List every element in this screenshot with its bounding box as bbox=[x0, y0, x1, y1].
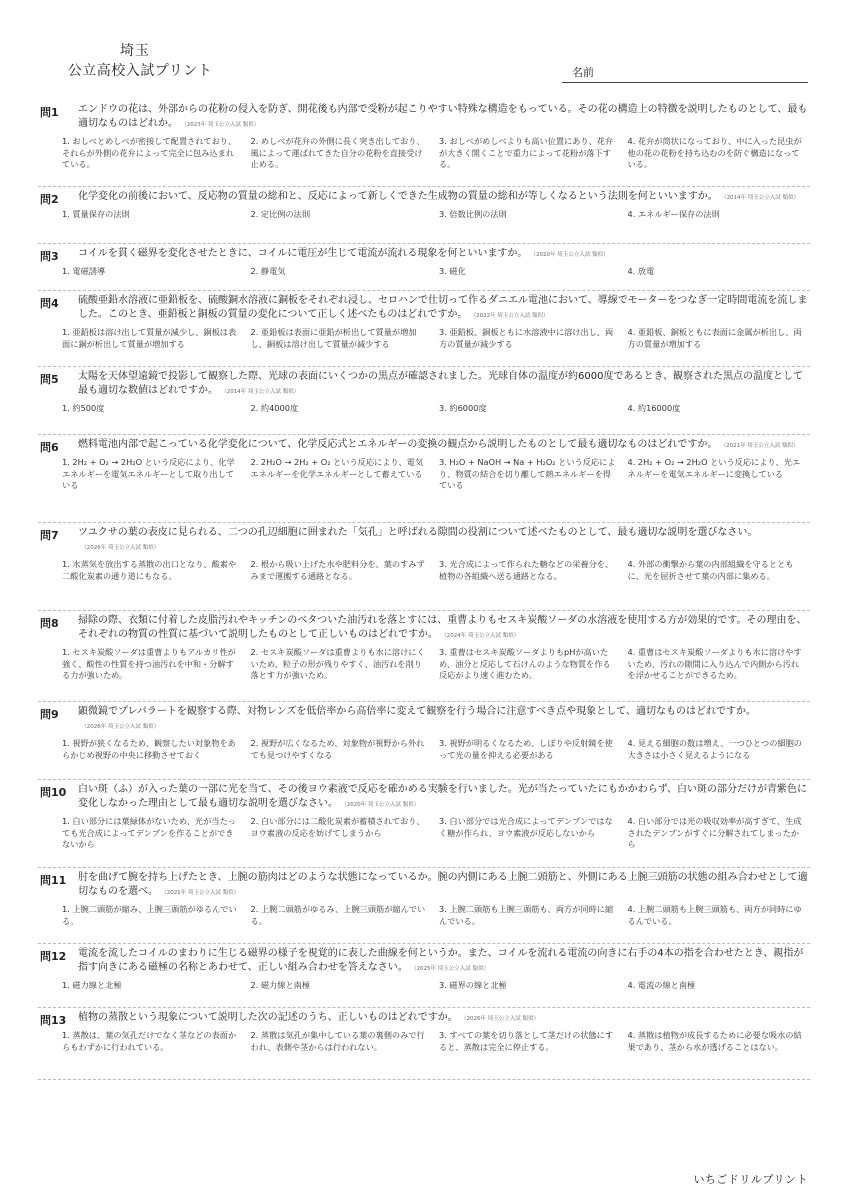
answer-option[interactable]: 2. めしべが花弁の外側に長く突き出しており、風によって運ばれてきた自分の花粉を直接受け止める。 bbox=[250, 136, 425, 169]
question-body: 硫酸亜鉛水溶液に亜鉛板を、硫酸銅水溶液に銅板をそれぞれ浸し、セロハンで仕切って作るダニエル電池において、導線でモーターをつなぎ一定時間電流を流しました。このとき、亜鉛板と銅板の質量の変化について正しく述べたものはどれですか。 bbox=[78, 295, 808, 320]
question-body: 植物の蒸散という現象について説明した次の記述のうち、正しいものはどれですか。 bbox=[78, 1012, 458, 1023]
answer-option[interactable]: 2. 静電気 bbox=[250, 266, 286, 276]
answer-option[interactable]: 3. 白い部分では光合成によってデンプンではなく糖が作られ、ヨウ素液が反応しないから bbox=[439, 816, 613, 838]
name-input-line[interactable] bbox=[562, 82, 808, 83]
question-block bbox=[38, 868, 810, 944]
answer-option[interactable]: 2. 2H₂O → 2H₂ + O₂ という反応により、電気エネルギーを化学エネルギーとして蓄えている bbox=[250, 457, 424, 479]
answer-option[interactable]: 2. セスキ炭酸ソーダは重曹よりも水に溶けにくいため、粒子の形が残りやすく、油汚れを削り落とす力が強いため。 bbox=[250, 647, 425, 680]
answer-options bbox=[62, 136, 810, 171]
answer-options bbox=[62, 403, 810, 415]
answer-option[interactable]: 3. すべての葉を切り落として茎だけの状態にすると、蒸散は完全に停止する。 bbox=[439, 1030, 614, 1052]
answer-option[interactable]: 4. 電流の線と南極 bbox=[627, 980, 696, 990]
question-body: エンドウの花は、外部からの花粉の侵入を防ぎ、開花後も内部で受粉が起こりやすい特殊な構造をもっている。その花の構造上の特徴を説明したものとして、最も適切なものはどれか。 bbox=[78, 104, 808, 129]
answer-option[interactable]: 3. 重曹はセスキ炭酸ソーダよりもpHが高いため、油分と反応して石けんのような物質を作る反応がより速く進むため。 bbox=[439, 647, 611, 680]
question-block bbox=[38, 523, 810, 611]
name-label: 名前 bbox=[572, 66, 594, 79]
question-body: 白い斑（ふ）が入った葉の一部に光を当て、その後ヨウ素液で反応を確かめる実験を行いました。光が当たっていたにもかかわらず、白い斑の部分だけが青紫色に変化しなかった理由として最も適切な説明を選びなさい。 bbox=[78, 784, 807, 809]
answer-option[interactable]: 1. 白い部分には葉緑体がないため、光が当たっても光合成によってデンプンを作ることができないから bbox=[62, 816, 236, 849]
answer-options bbox=[62, 904, 810, 927]
answer-option[interactable]: 4. 放電 bbox=[627, 266, 655, 276]
answer-option[interactable]: 1. 水蒸気を放出する蒸散の出口となり、酸素や二酸化炭素の通り道にもなる。 bbox=[62, 559, 237, 581]
answer-option[interactable]: 1. 約500度 bbox=[62, 403, 105, 413]
answer-options bbox=[62, 327, 810, 350]
answer-option[interactable]: 3. 磁界の線と北極 bbox=[439, 980, 507, 990]
answer-option[interactable]: 3. 光合成によって作られた糖などの栄養分を、植物の各組織へ送る通路となる。 bbox=[439, 559, 614, 581]
question-body: ツユクサの葉の表皮に見られる、二つの孔辺細胞に囲まれた「気孔」と呼ばれる隙間の役割について述べたものとして、最も適切な説明を選びなさい。 bbox=[78, 527, 758, 538]
question-body: 肘を曲げて腕を持ち上げたとき、上腕の筋肉はどのような状態になっているか。腕の内側にある上腕二頭筋と、外側にある上腕三頭筋の状態の組み合わせとして適切なものを選べ。 bbox=[78, 872, 808, 897]
question-block bbox=[38, 1008, 810, 1080]
answer-option[interactable]: 4. 約16000度 bbox=[627, 403, 681, 413]
answer-options bbox=[62, 209, 810, 221]
question-source-tag: （2026年 埼玉公立入試 類似） bbox=[84, 724, 160, 730]
answer-option[interactable]: 1. 蒸散は、葉の気孔だけでなく茎などの表面からもわずかに行われている。 bbox=[62, 1030, 237, 1052]
question-source-tag: （2025年 埼玉公立入試 類似） bbox=[413, 966, 490, 972]
question-block bbox=[38, 702, 810, 780]
question-text bbox=[78, 244, 810, 262]
answer-option[interactable]: 4. 花弁が筒状になっており、中に入った昆虫が他の花の花粉を持ち込むのを防ぐ構造になっている。 bbox=[627, 136, 802, 169]
answer-options bbox=[62, 816, 810, 851]
question-block bbox=[38, 244, 810, 291]
answer-options bbox=[62, 1030, 810, 1053]
answer-option[interactable]: 4. 上腕二頭筋も上腕三頭筋も、両方が同時にゆるんでいる。 bbox=[627, 904, 802, 926]
answer-option[interactable]: 3. 視野が明るくなるため、しぼりや反射鏡を使って光の量を抑える必要がある bbox=[439, 738, 613, 760]
question-block bbox=[38, 100, 810, 187]
answer-option[interactable]: 3. おしべがめしべよりも高い位置にあり、花弁が大きく開くことで重力によって花粉が落下する。 bbox=[439, 136, 614, 169]
answer-option[interactable]: 3. 亜鉛板、銅板ともに水溶液中に溶け出し、両方の質量が減少する bbox=[439, 327, 614, 349]
question-number: 問6 bbox=[40, 441, 59, 454]
answer-option[interactable]: 4. 白い部分では光の吸収効率が高すぎて、生成されたデンプンがすぐに分解されてしまったから bbox=[627, 816, 802, 849]
prefecture-title: 埼玉 bbox=[120, 43, 150, 59]
question-source-tag: （2020年 埼玉公立入試 類似） bbox=[344, 802, 420, 808]
question-source-tag: （2024年 埼玉公立入試 類似） bbox=[444, 633, 520, 639]
question-source-tag: （2026年 埼玉公立入試 類似） bbox=[463, 1016, 540, 1022]
question-source-tag: （2021年 埼玉公立入試 類似） bbox=[723, 443, 799, 449]
question-text bbox=[78, 611, 810, 643]
question-block bbox=[38, 780, 810, 868]
question-block bbox=[38, 944, 810, 1008]
answer-option[interactable]: 2. 蒸散は気孔が集中している葉の裏側のみで行われ、表側や茎からは行われない。 bbox=[250, 1030, 425, 1052]
answer-option[interactable]: 4. エネルギー保存の法則 bbox=[627, 209, 720, 219]
answer-option[interactable]: 2. 磁力線と南極 bbox=[250, 980, 311, 990]
question-block bbox=[38, 367, 810, 435]
question-number: 問1 bbox=[40, 106, 59, 119]
question-text bbox=[78, 702, 810, 734]
question-block bbox=[38, 291, 810, 367]
question-source-tag: （2014年 埼玉公立入試 類似） bbox=[224, 389, 300, 395]
question-body: 太陽を天体望遠鏡で投影して観察した際、光球の表面にいくつかの黒点が確認されました。光球自体の温度が約6000度であるとき、観察された黒点の温度として最も適切な数値はどれですか。 bbox=[78, 371, 804, 396]
question-number: 問11 bbox=[40, 874, 67, 887]
question-number: 問10 bbox=[40, 786, 67, 799]
answer-option[interactable]: 2. 定比例の法則 bbox=[250, 209, 311, 219]
question-text bbox=[78, 435, 810, 453]
question-number: 問8 bbox=[40, 617, 59, 630]
answer-option[interactable]: 4. 亜鉛板、銅板ともに表面に金属が析出し、両方の質量が増加する bbox=[627, 327, 802, 349]
question-text bbox=[78, 944, 810, 976]
question-text bbox=[78, 780, 810, 812]
answer-options bbox=[62, 266, 810, 278]
question-number: 問2 bbox=[40, 193, 59, 206]
question-text bbox=[78, 291, 810, 323]
answer-option[interactable]: 1. 視野が狭くなるため、観察したい対象物をあらかじめ視野の中央に移動させておく bbox=[62, 738, 236, 760]
answer-options bbox=[62, 559, 810, 582]
answer-option[interactable]: 1. 2H₂ + O₂ → 2H₂O という反応により、化学エネルギーを電気エネルギーとして取り出している bbox=[62, 457, 235, 490]
question-number: 問13 bbox=[40, 1014, 67, 1027]
question-source-tag: （2026年 埼玉公立入試 類似） bbox=[84, 545, 160, 551]
question-body: 燃料電池内部で起こっている化学変化について、化学反応式とエネルギーの変換の観点から説明したものとして最も適切なものはどれですか。 bbox=[78, 439, 718, 450]
answer-option[interactable]: 1. おしべとめしべが密接して配置されており、それらが外側の花弁によって完全に包み込まれている。 bbox=[62, 136, 237, 169]
answer-option[interactable]: 3. 上腕二頭筋も上腕三頭筋も、両方が同時に縮んでいる。 bbox=[439, 904, 614, 926]
answer-option[interactable]: 2. 白い部分には二酸化炭素が蓄積されており、ヨウ素液の反応を妨げてしまうから bbox=[250, 816, 425, 838]
answer-option[interactable]: 2. 上腕二頭筋がゆるみ、上腕三頭筋が縮んでいる。 bbox=[250, 904, 426, 926]
answer-option[interactable]: 4. 見える細胞の数は増え、一つひとつの細胞の大きさは小さく見えるようになる bbox=[627, 738, 802, 760]
question-text bbox=[78, 100, 810, 132]
answer-options bbox=[62, 647, 810, 682]
question-text bbox=[78, 187, 810, 205]
question-source-tag: （2020年 埼玉公立入試 類似） bbox=[533, 252, 609, 258]
question-text bbox=[78, 367, 810, 399]
print-subtitle: 公立高校入試プリント bbox=[67, 63, 213, 79]
question-block bbox=[38, 611, 810, 702]
answer-option[interactable]: 1. 質量保存の法則 bbox=[62, 209, 130, 219]
answer-options bbox=[62, 738, 810, 761]
answer-options bbox=[62, 980, 810, 992]
answer-option[interactable]: 3. 倍数比例の法則 bbox=[439, 209, 507, 219]
answer-option[interactable]: 4. 2H₂ + O₂ → 2H₂O という反応により、光エネルギーを電気エネルギーに変換している bbox=[627, 457, 801, 479]
answer-option[interactable]: 1. 上腕二頭筋が縮み、上腕三頭筋がゆるんでいる。 bbox=[62, 904, 237, 926]
answer-option[interactable]: 2. 根から吸い上げた水や肥料分を、葉のすみずみまで運搬する通路となる。 bbox=[250, 559, 425, 581]
question-text bbox=[78, 523, 810, 555]
answer-option[interactable]: 1. セスキ炭酸ソーダは重曹よりもアルカリ性が強く、酸性の性質を持つ油汚れを中和・分解する力が強いため。 bbox=[62, 647, 236, 680]
answer-option[interactable]: 4. 外部の衝撃から葉の内部組織を守るとともに、光を屈折させて葉の内部に集める。 bbox=[627, 559, 794, 581]
footer-brand: いちごドリルプリント bbox=[693, 1173, 808, 1186]
answer-option[interactable]: 4. 蒸散は植物が成長するために必要な吸水の結果であり、茎から水が透げることはない。 bbox=[627, 1030, 802, 1052]
answer-option[interactable]: 1. 亜鉛板は溶け出して質量が減少し、銅板は表面に銅が析出して質量が増加する bbox=[62, 327, 237, 349]
answer-option[interactable]: 2. 約4000度 bbox=[250, 403, 299, 413]
question-source-tag: （2023年 埼玉公立入試 類似） bbox=[184, 122, 260, 128]
question-block bbox=[38, 435, 810, 523]
page-header bbox=[0, 0, 848, 92]
question-source-tag: （2022年 埼玉公立入試 類似） bbox=[473, 313, 549, 319]
answer-option[interactable]: 1. 電磁誘導 bbox=[62, 266, 106, 276]
question-number: 問9 bbox=[40, 708, 59, 721]
question-text bbox=[78, 1008, 810, 1026]
question-source-tag: （2021年 埼玉公立入試 類似） bbox=[164, 890, 240, 896]
question-source-tag: （2014年 埼玉公立入試 類似） bbox=[723, 195, 800, 201]
question-number: 問12 bbox=[40, 950, 67, 963]
question-number: 問7 bbox=[40, 529, 59, 542]
answer-option[interactable]: 3. 磁化 bbox=[439, 266, 466, 276]
answer-options bbox=[62, 457, 810, 492]
question-text bbox=[78, 868, 810, 900]
answer-option[interactable]: 2. 視野が広くなるため、対象物が視野から外れても見つけやすくなる bbox=[250, 738, 425, 760]
question-body: 化学変化の前後において、反応物の質量の総和と、反応によって新しくできた生成物の質量の総和が等しくなるという法則を何といいますか。 bbox=[78, 191, 718, 202]
question-body: 電流を流したコイルのまわりに生じる磁界の様子を視覚的に表した曲線を何というか。また、コイルを流れる電流の向きに右手の4本の指を合わせたとき、親指が指す向きにある磁極の名称とあわせて、正しい組み合わせを答えなさい。 bbox=[78, 948, 804, 973]
answer-option[interactable]: 1. 磁力線と北極 bbox=[62, 980, 122, 990]
question-block bbox=[38, 187, 810, 244]
question-body: 顕微鏡でプレパラートを観察する際、対物レンズを低倍率から高倍率に変えて観察を行う場合に注意すべき点や現象として、適切なものはどれですか。 bbox=[78, 706, 756, 717]
answer-option[interactable]: 3. H₂O + NaOH → Na + H₂O₂ という反応により、物質の結合を切り離して熱エネルギーを得ている bbox=[439, 457, 616, 490]
question-number: 問5 bbox=[40, 373, 59, 386]
question-body: 掃除の際、衣類に付着した皮脂汚れやキッチンのベタついた油汚れを落とすには、重曹よりもセスキ炭酸ソーダの水溶液を使用する方が効果的です。その理由を、それぞれの物質の性質に基づいて説明したものとして正しいものはどれですか。 bbox=[78, 615, 807, 640]
question-number: 問3 bbox=[40, 250, 59, 263]
question-body: コイルを貫く磁界を変化させたときに、コイルに電圧が生じて電流が流れる現象を何といいますか。 bbox=[78, 248, 528, 259]
question-number: 問4 bbox=[40, 297, 59, 310]
answer-option[interactable]: 2. 亜鉛板は表面に亜鉛が析出して質量が増加し、銅板は溶け出して質量が減少する bbox=[250, 327, 417, 349]
answer-option[interactable]: 4. 重曹はセスキ炭酸ソーダよりも水に溶けやすいため、汚れの隙間に入り込んで内側から汚れを浮かせることができるため。 bbox=[627, 647, 802, 680]
answer-option[interactable]: 3. 約6000度 bbox=[439, 403, 487, 413]
question-list bbox=[38, 100, 810, 1080]
